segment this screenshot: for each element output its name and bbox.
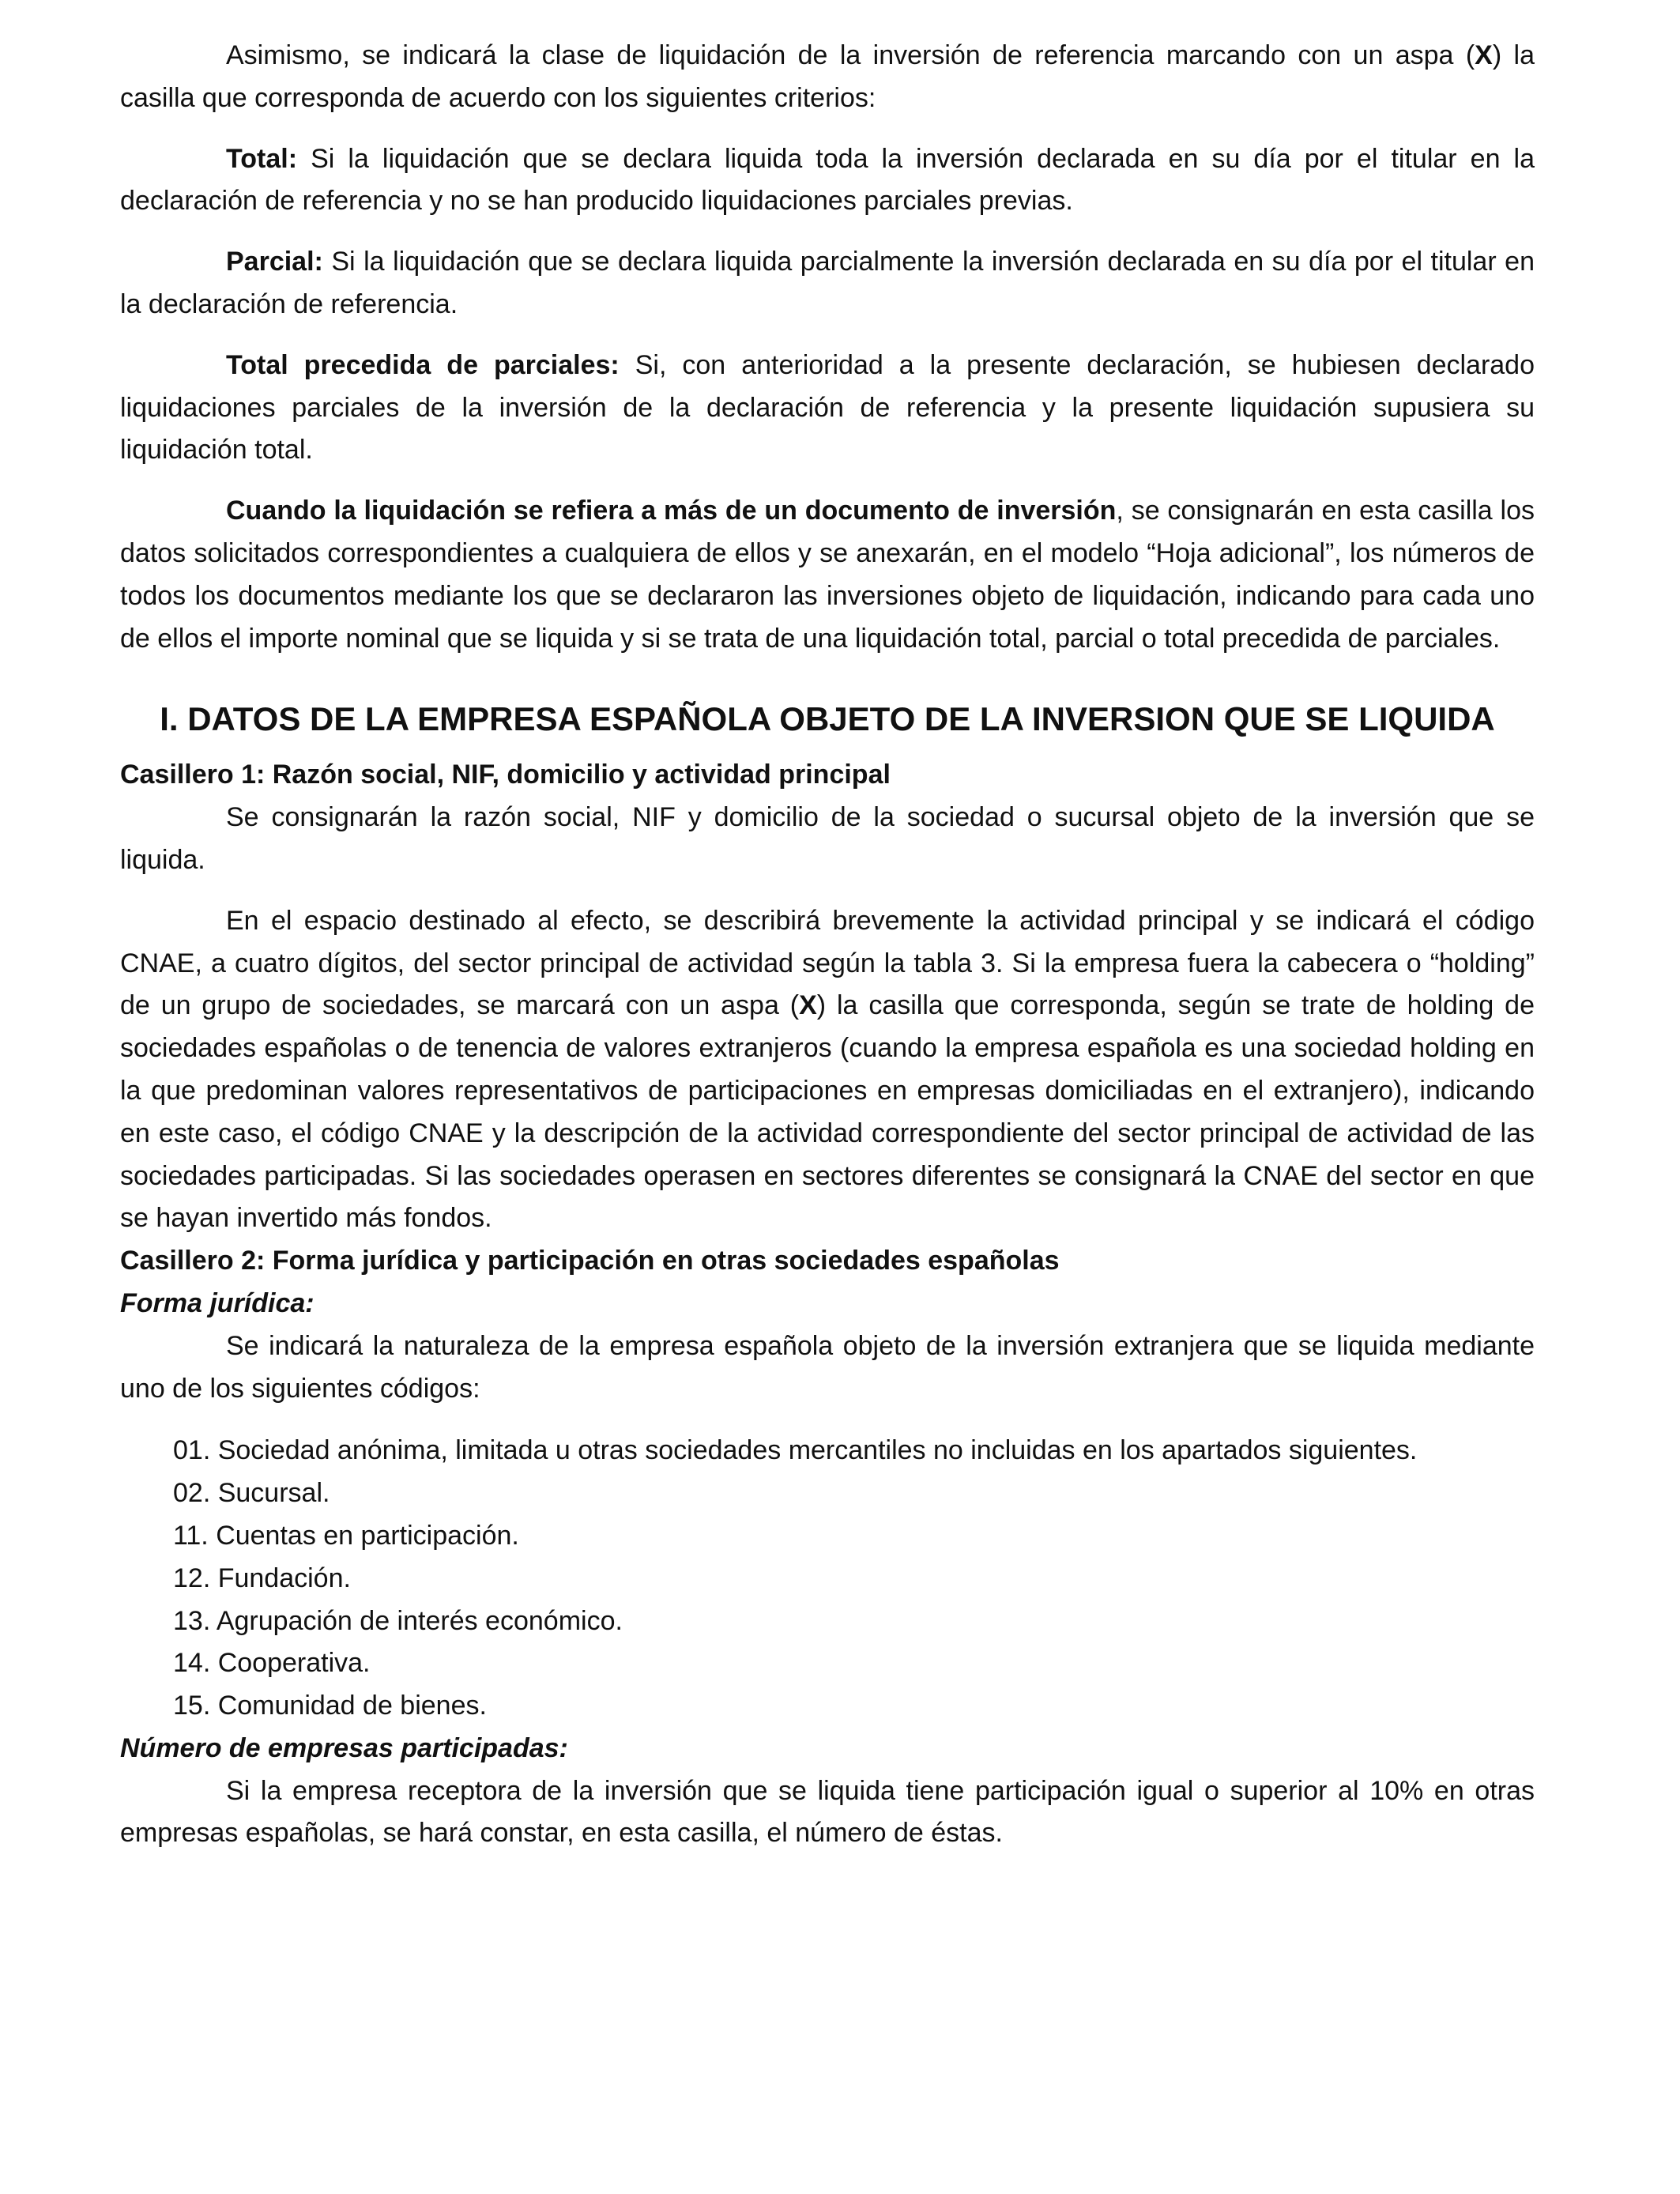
- term-text: , se consignarán en esta casilla los datos solicitados correspondientes a cualquiera de ellos y se anexarán, en el modelo “Hoja adicional”, los números de todos los documentos mediante los que se declararon las inversiones objeto de liquidación, indicando para cada uno de ellos el importe nominal que se liquida y si se trata de una liquidación total, parcial o total precedida de parciales.: [120, 496, 1535, 654]
- forma-juridica-heading: Forma jurídica:: [120, 1287, 315, 1318]
- term-text: Si la liquidación que se declara liquida parcialmente la inversión declarada en su día por el titular en la declaración de referencia.: [120, 247, 1535, 319]
- paragraph-liquidation-class: [120, 35, 1535, 120]
- list-item: 15. Comunidad de bienes.: [173, 1691, 487, 1721]
- forma-juridica-paragraph: Se indicará la naturaleza de la empresa española objeto de la inversión extranjera que se liquida mediante uno de los siguientes códigos:: [120, 1330, 1535, 1404]
- list-item: 02. Sucursal.: [173, 1478, 330, 1509]
- section-title: I. DATOS DE LA EMPRESA ESPAÑOLA OBJETO DE LA INVERSION QUE SE LIQUIDA: [160, 700, 1495, 738]
- numero-empresas-heading: Número de empresas participadas:: [120, 1732, 568, 1763]
- term-label: Parcial:: [226, 247, 323, 277]
- numero-empresas-paragraph: Si la empresa receptora de la inversión que se liquida tiene participación igual o superior al 10% en otras empresas españolas, se hará constar, en esta casilla, el número de éstas.: [120, 1775, 1535, 1849]
- casillero-1-paragraph-1: Se consignarán la razón social, NIF y domicilio de la sociedad o sucursal objeto de la inversión que se liquida.: [120, 802, 1535, 875]
- casillero-2-heading: Casillero 2: Forma jurídica y participación en otras sociedades españolas: [120, 1246, 1060, 1276]
- casillero-1-heading: Casillero 1: Razón social, NIF, domicilio y actividad principal: [120, 760, 891, 790]
- casillero-1-paragraph-2: [120, 900, 1535, 1240]
- paragraph-parcial: [120, 241, 1535, 326]
- term-label: Cuando la liquidación se refiera a más de un documento de inversión: [226, 496, 1117, 526]
- list-item: 01. Sociedad anónima, limitada u otras sociedades mercantiles no incluidas en los apartados siguientes.: [173, 1435, 1418, 1466]
- paragraph-total: [120, 138, 1535, 224]
- text: ) la casilla que corresponda de acuerdo con los siguientes criterios:: [120, 40, 1535, 113]
- aspa-mark: X: [1475, 40, 1493, 70]
- term-text: Si, con anterioridad a la presente declaración, se hubiesen declarado liquidaciones parciales de la inversión de la declaración de referencia y la presente liquidación supusiera su liquidación total.: [120, 349, 1535, 466]
- legal-form-codes-list: [120, 1430, 1535, 1728]
- document-page: [120, 35, 1535, 1855]
- list-item: 12. Fundación.: [173, 1563, 351, 1593]
- text: ) la casilla que corresponda, según se trate de holding de sociedades españolas o de tenencia de valores extranjeros (cuando la empresa española es una sociedad holding en la que predominan valores representativos de participaciones en empresas domiciliadas en el extranjero), indicando en este caso, el código CNAE y la descripción de la actividad correspondiente del sector principal de actividad de las sociedades participadas. Si las sociedades operasen en sectores diferentes se consignará la CNAE del sector en que se hayan invertido más fondos.: [120, 990, 1535, 1234]
- list-item: 14. Cooperativa.: [173, 1648, 371, 1679]
- text: En el espacio destinado al efecto, se describirá brevemente la actividad principal y se indicará el código CNAE, a cuatro dígitos, del sector principal de actividad según la tabla 3. Si la empresa fuera la cabecera o “holding” de un grupo de sociedades, se marcará con un aspa (: [120, 905, 1535, 1021]
- text: Asimismo, se indicará la clase de liquidación de la inversión de referencia marcando con un aspa (: [226, 40, 1475, 70]
- term-label: Total:: [226, 143, 298, 174]
- term-text: Si la liquidación que se declara liquida toda la inversión declarada en su día por el titular en la declaración de referencia y no se han producido liquidaciones parciales previas.: [120, 143, 1535, 217]
- term-label: Total precedida de parciales:: [226, 349, 620, 380]
- paragraph-total-precedida: [120, 345, 1535, 472]
- list-item: 13. Agrupación de interés económico.: [173, 1605, 623, 1636]
- aspa-mark: X: [799, 990, 817, 1021]
- list-item: 11. Cuentas en participación.: [173, 1520, 519, 1551]
- paragraph-multiple-documents: [120, 490, 1535, 660]
